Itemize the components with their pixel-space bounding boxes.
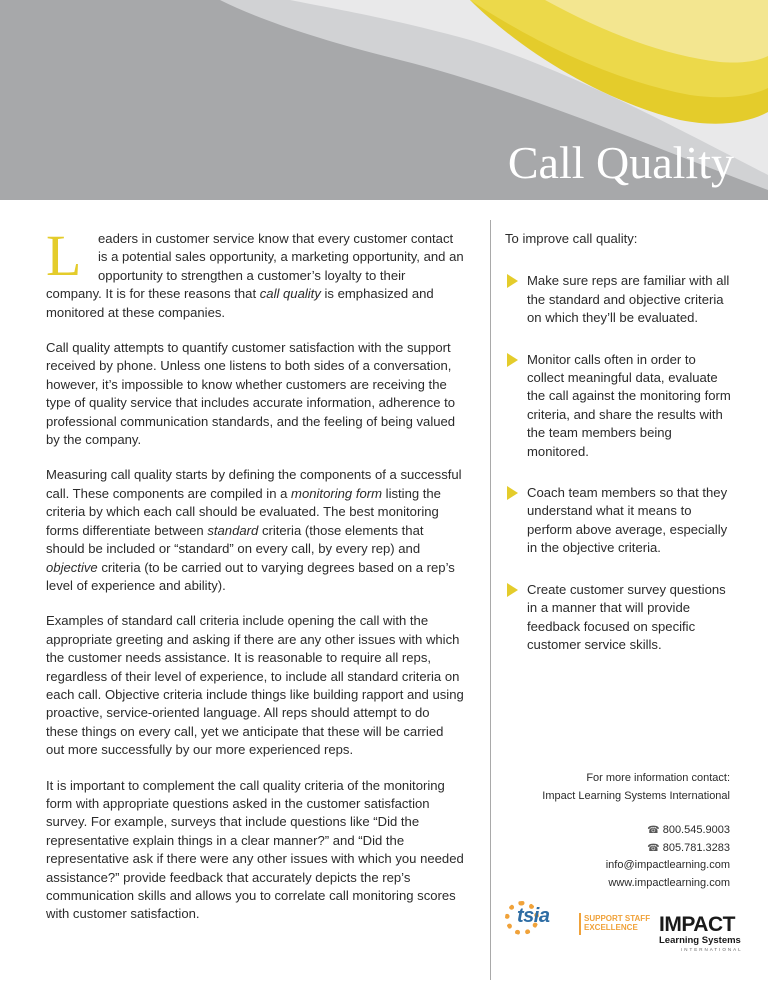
tsia-tagline-line: SUPPORT STAFF [584,914,651,923]
contact-block [490,770,730,892]
contact-website[interactable]: www.impactlearning.com [608,876,730,889]
arrow-bullet-icon [507,353,518,367]
paragraph: It is important to complement the call quality criteria of the monitoring form with appropriate questions asked in the customer satisfaction survey. For example, surveys that include questions like “Did the representative explain things in a clear manner?” and “Did the representative ask if there were any other issues with which you needed assistance?” provide feedback that accurately depicts the rep’s communication skills and allows you to correlate call monitoring scores with customer satisfaction. [46,777,464,922]
article-body [46,223,464,941]
paragraph-text: criteria (those elements that should be included or “standard” on every call, by every rep) and [46,522,424,557]
contact-phone [490,822,730,840]
tsia-logo: tsia [517,905,550,927]
contact-phone [490,840,730,858]
phone-number: 800.545.9003 [662,824,730,836]
tips-intro: To improve call quality: [505,231,638,246]
arrow-bullet-icon [507,486,518,500]
tips-list [505,272,735,654]
contact-organization: Impact Learning Systems International [542,789,730,802]
arrow-bullet-icon [507,583,518,597]
paragraph-text: is emphasized and monitored at these companies. [46,286,434,320]
logo-divider [579,913,581,935]
tips-sidebar [505,230,735,677]
paragraph-text: criteria (to be carried out to varying degrees based on a rep’s level of experience and ability). [46,559,455,593]
tsia-tagline-line: EXCELLENCE [584,923,638,932]
paragraph [46,466,464,595]
impact-logo-international: INTERNATIONAL [681,947,743,952]
emphasis-text: monitoring form [291,485,383,501]
paragraph-intro [46,223,464,322]
page-title: Call Quality [507,137,734,188]
phone-icon: ☎ [647,842,660,854]
list-item [505,272,735,327]
paragraph-text: listing the criteria by which each call should be evaluated. The best monitoring forms differentiate between [46,485,441,538]
contact-email[interactable]: info@impactlearning.com [605,859,730,871]
paragraph: Examples of standard call criteria include opening the call with the appropriate greeting and asking if there are any other issues with which the customer needs assistance. It is reasonable to require all reps, regardless of their level of experience, to include all standard criteria on each call. Objective criteria include things like building rapport and using proactive, service-oriented language. All reps should attempt to do these things on every call, yet we anticipate that these will be carried out more successfully by our more experienced reps. [46,613,464,758]
emphasis-text: objective [46,559,98,575]
list-item [505,351,735,461]
list-item-text: Create customer survey questions in a manner that will provide feedback focused on specific customer service skills. [527,581,726,652]
list-item-text: Coach team members so that they understand what it means to perform above average, especially in the objective criteria. [527,485,728,556]
list-item-text: Monitor calls often in order to collect meaningful data, evaluate the call against the monitoring form criteria, and share the results with the team members being monitored. [527,351,731,459]
emphasis-text: standard [207,522,259,538]
list-item [505,484,735,558]
paragraph: Call quality attempts to quantify customer satisfaction with the support received by phone. Unless one listens to both sides of a conversation, however, it’s impossible to know whether customers are receiving the type of quality service that includes accurate information, adherence to professional communication standards, and the feeling of being valued by the company. [46,340,456,448]
impact-logo-subtitle: Learning Systems [659,935,741,946]
list-item-text: Make sure reps are familiar with all the standard and objective criteria on which they’ll be evaluated. [527,273,730,326]
contact-heading: For more information contact: [586,772,730,784]
phone-icon: ☎ [647,825,660,836]
emphasis-text: call quality [259,286,321,302]
paragraph-text: Measuring call quality starts by defining the components of a successful call. These components are compiled in a [46,467,462,501]
logo-area [503,893,743,963]
list-item [505,581,735,655]
drop-cap: L [46,223,82,288]
phone-number: 805.781.3283 [662,841,730,854]
tsia-tagline [584,914,650,932]
arrow-bullet-icon [507,274,518,288]
impact-logo: IMPACT [659,913,735,936]
paragraph-text: eaders in customer service know that every customer contact is a potential sales opportunity, a marketing opportunity, and an opportunity to strengthen a customer’s loyalty to their company. It is for these reasons that [46,231,464,302]
